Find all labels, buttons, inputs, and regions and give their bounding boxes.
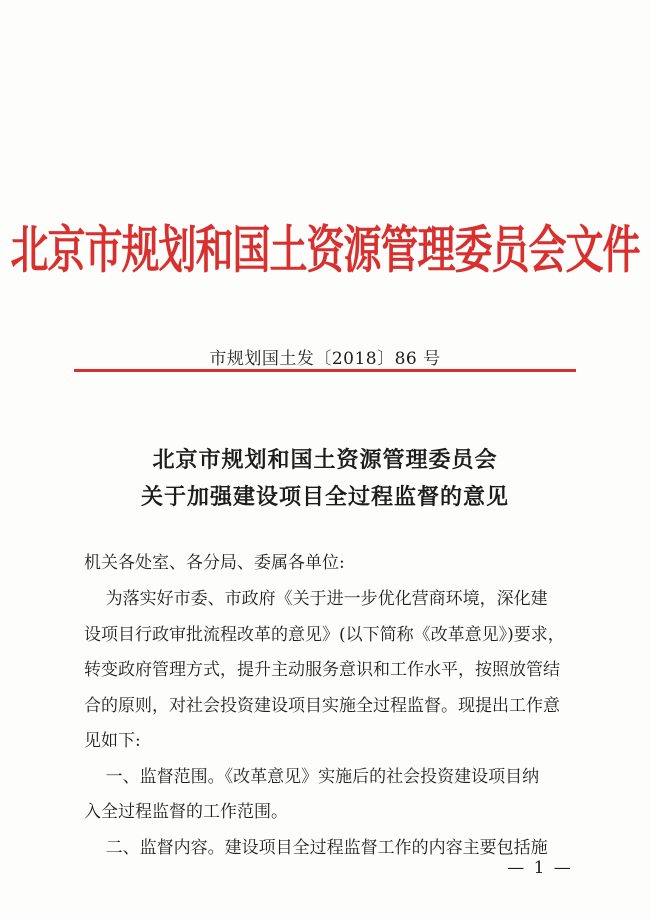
body-line: 二、监督内容。建设项目全过程监督工作的内容主要包括施 (84, 837, 548, 858)
issuer-header-title: 北京市规划和国土资源管理委员会文件 (10, 220, 640, 280)
body-line: 设项目行政审批流程改革的意见》(以下简称《改革意见》)要求， (84, 624, 565, 645)
body-line: 入全过程监督的工作范围。 (84, 802, 288, 822)
body-line: 见如下: (84, 731, 141, 751)
body-line: 合的原则，对社会投资建设项目实施全过程监督。现提出工作意 (84, 695, 560, 716)
addressee: 机关各处室、各分局、委属各单位: (84, 553, 345, 573)
body-line: 一、监督范围。《改革意见》实施后的社会投资建设项目纳 (84, 766, 540, 787)
body-paragraphs (84, 582, 574, 866)
document-number: 市规划国土发〔2018〕86 号 (209, 349, 441, 369)
document-title-line-1: 北京市规划和国土资源管理委员会 (152, 447, 498, 473)
red-divider-line (74, 369, 576, 372)
page-number: — 1 — (507, 858, 573, 878)
document-title-line-2: 关于加强建设项目全过程监督的意见 (140, 484, 509, 510)
body-line: 为落实好市委、市政府《关于进一步优化营商环境，深化建 (84, 589, 548, 609)
body-line: 转变政府管理方式，提升主动服务意识和工作水平，按照放管结 (84, 660, 560, 680)
